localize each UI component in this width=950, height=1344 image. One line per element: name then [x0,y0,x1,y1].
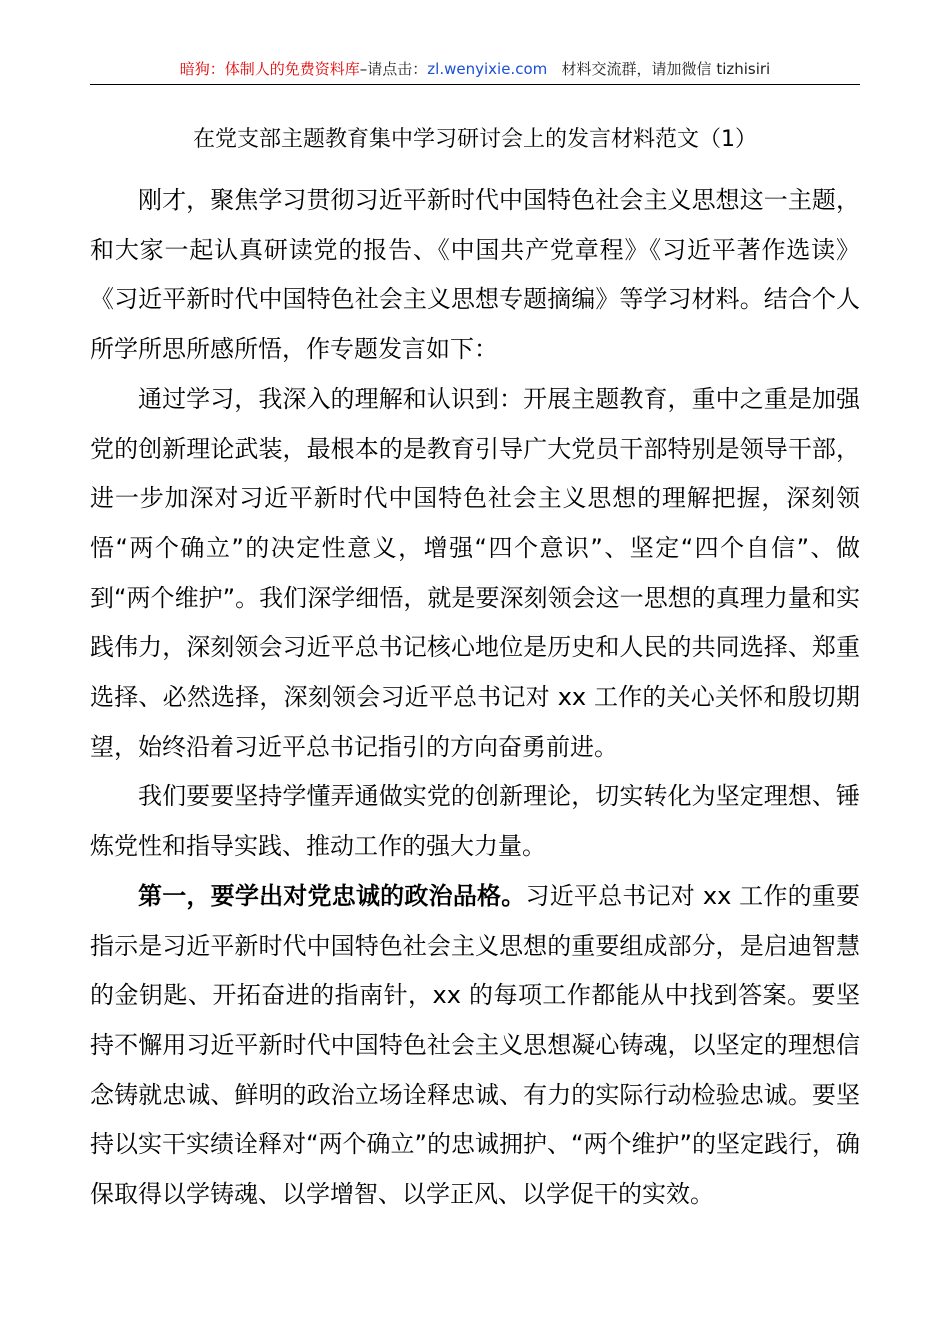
paragraph-text: 通过学习，我深入的理解和认识到：开展主题教育，重中之重是加强党的创新理论武装，最根本的是教育引导广大党员干部特别是领导干部，进一步加深对习近平新时代中国特色社会主义思想的理解把握，深刻领悟“两个确立”的决定性意义，增强“四个意识”、坚定“四个自信”、做到“两个维护”。我们深学细悟，就是要深刻领会这一思想的真理力量和实践伟力，深刻领会习近平总书记核心地位是历史和人民的共同选择、郑重选择、必然选择，深刻领会习近平总书记对 xx 工作的关心关怀和殷切期望，始终沿着习近平总书记指引的方向奋勇前进。 [90,384,860,761]
paragraph-lead: 第一，要学出对党忠诚的政治品格。 [138,881,526,910]
header-site-name: 暗狗：体制人的免费资料库 [179,60,360,78]
header-wechat-note: 材料交流群，请加微信 tizhisiri [561,60,771,78]
paragraph [90,772,860,871]
paragraph [90,872,860,1220]
page-header [90,58,860,85]
document-title: 在党支部主题教育集中学习研讨会上的发言材料范文（1） [193,127,757,152]
paragraph-text: 习近平总书记对 xx 工作的重要指示是习近平新时代中国特色社会主义思想的重要组成部分，是启迪智慧的金钥匙、开拓奋进的指南针，xx 的每项工作都能从中找到答案。要坚持不懈用习近平新时代中国特色社会主义思想凝心铸魂，以坚定的理想信念铸就忠诚、鲜明的政治立场诠释忠诚、有力的实际行动检验忠诚。要坚持以实干实绩诠释对“两个确立”的忠诚拥护、“两个维护”的坚定践行，确保取得以学铸魂、以学增智、以学正风、以学促干的实效。 [90,881,861,1209]
header-prompt: –请点击： [359,60,428,78]
paragraph-text: 我们要要坚持学懂弄通做实党的创新理论，切实转化为坚定理想、锤炼党性和指导实践、推动工作的强大力量。 [90,782,860,861]
header-link[interactable]: zl.wenyixie.com [427,60,548,78]
paragraph-text: 刚才，聚焦学习贯彻习近平新时代中国特色社会主义思想这一主题，和大家一起认真研读党的报告、《中国共产党章程》《习近平著作选读》《习近平新时代中国特色社会主义思想专题摘编》等学习材料。结合个人所学所思所感所悟，作专题发言如下： [90,186,860,364]
document-body [90,176,860,1220]
paragraph [90,176,860,375]
paragraph [90,375,860,773]
